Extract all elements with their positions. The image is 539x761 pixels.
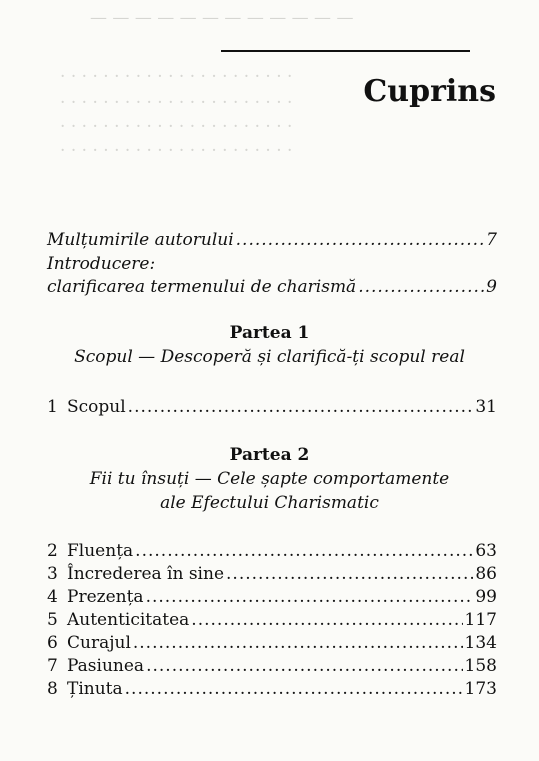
toc-page-number: 86 (475, 564, 497, 584)
toc-chapter (47, 679, 497, 699)
show-through-text: . . . . . . . . . . . . . . . . . . . . . . (60, 62, 293, 82)
chapter-title: Ținuta (67, 679, 123, 699)
toc-leader-dots (133, 633, 463, 653)
toc-entry-charisma-definition (47, 277, 497, 297)
show-through-text: — — — — — — — — — — — — (90, 8, 354, 28)
chapter-number: 8 (47, 679, 58, 699)
toc-chapter (47, 587, 497, 607)
toc-page-number: 99 (475, 587, 497, 607)
chapter-title: Curajul (67, 633, 131, 653)
show-through-text: . . . . . . . . . . . . . . . . . . . . . . (60, 88, 293, 108)
part-heading: Partea 2 (229, 445, 310, 465)
toc-leader-dots (128, 397, 474, 417)
toc-leader-dots (236, 230, 485, 250)
toc-leader-dots (135, 541, 473, 561)
chapter-title: Fluența (67, 541, 134, 561)
toc-entry-label: clarificarea termenului de charismă (47, 277, 357, 297)
toc-leader-dots (358, 277, 484, 297)
page-title: Cuprins (363, 74, 496, 109)
toc-page-number: 31 (475, 397, 497, 417)
toc-chapter (47, 610, 497, 630)
toc-page-number: 173 (464, 679, 497, 699)
chapter-number: 3 (47, 564, 58, 584)
part-subtitle: Scopul — Descoperă și clarifică-ți scopul real (74, 347, 465, 367)
toc-leader-dots (191, 610, 462, 630)
toc-page-number: 134 (464, 633, 497, 653)
chapter-number: 1 (47, 397, 58, 417)
toc-leader-dots (125, 679, 463, 699)
chapter-title: Prezența (67, 587, 144, 607)
toc-entry-acknowledgements (47, 230, 497, 250)
toc-leader-dots (146, 656, 462, 676)
chapter-title: Pasiunea (67, 656, 145, 676)
chapter-number: 2 (47, 541, 58, 561)
toc-leader-dots (226, 564, 473, 584)
chapter-number: 7 (47, 656, 58, 676)
chapter-title: Autenticitatea (67, 610, 190, 630)
show-through-text: . . . . . . . . . . . . . . . . . . . . . . (60, 112, 293, 132)
chapter-number: 6 (47, 633, 58, 653)
title-rule (221, 50, 470, 52)
toc-page-number: 63 (475, 541, 497, 561)
toc-leader-dots (146, 587, 474, 607)
part-heading: Partea 1 (229, 323, 310, 343)
toc-chapter (47, 633, 497, 653)
toc-page-number: 158 (464, 656, 497, 676)
chapter-number: 4 (47, 587, 58, 607)
toc-page-number: 7 (486, 230, 497, 250)
part-subtitle-line1: Fii tu însuți — Cele șapte comportamente (89, 469, 450, 489)
chapter-number: 5 (47, 610, 58, 630)
part-subtitle-line2: ale Efectului Charismatic (160, 493, 379, 513)
toc-entry-label: Mulțumirile autorului (47, 230, 234, 250)
toc-page-number: 117 (464, 610, 497, 630)
chapter-title: Încrederea în sine (67, 564, 225, 584)
toc-chapter (47, 564, 497, 584)
show-through-text: . . . . . . . . . . . . . . . . . . . . . . (60, 136, 293, 156)
toc-chapter (47, 541, 497, 561)
chapter-title: Scopul (67, 397, 126, 417)
toc-page-number: 9 (486, 277, 497, 297)
toc-chapter (47, 397, 497, 417)
toc-chapter (47, 656, 497, 676)
toc-entry-introduction: Introducere: (47, 254, 156, 274)
